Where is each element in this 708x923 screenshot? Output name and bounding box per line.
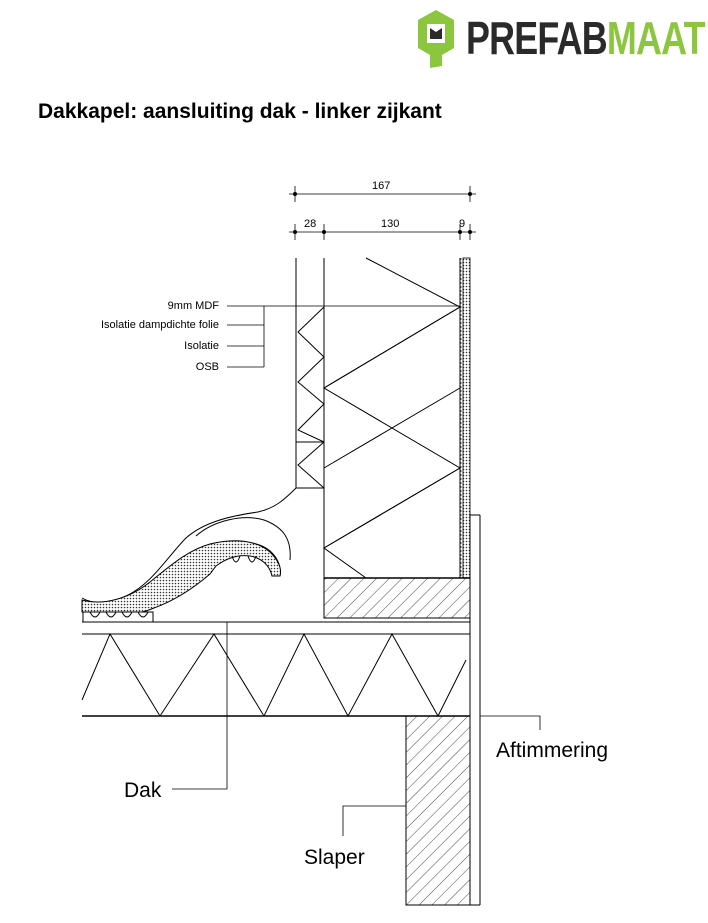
brand-name-part2: MAAT — [606, 12, 705, 64]
dimension-right: 9 — [459, 218, 466, 230]
dimension-middle: 130 — [381, 218, 400, 230]
page-title: Dakkapel: aansluiting dak - linker zijkant — [38, 100, 442, 123]
dimension-left: 28 — [304, 218, 317, 230]
label-mdf: 9mm MDF — [167, 300, 219, 312]
label-dak: Dak — [124, 779, 162, 802]
mdf-panel — [463, 258, 470, 578]
brand-name-part1: PREFAB — [466, 12, 607, 64]
dimension-lines — [289, 186, 476, 240]
roof-structure — [82, 622, 470, 716]
label-folie: Isolatie dampdichte folie — [100, 319, 219, 331]
label-osb: OSB — [195, 361, 219, 373]
slaper-beam — [406, 716, 470, 905]
label-isolatie: Isolatie — [184, 340, 219, 352]
dimension-total: 167 — [372, 180, 391, 192]
label-slaper: Slaper — [304, 846, 365, 869]
aftimmering-trim — [470, 515, 480, 905]
label-aftimmering: Aftimmering — [496, 739, 609, 762]
bottom-beam — [324, 578, 470, 618]
roof-tiles — [82, 488, 296, 622]
